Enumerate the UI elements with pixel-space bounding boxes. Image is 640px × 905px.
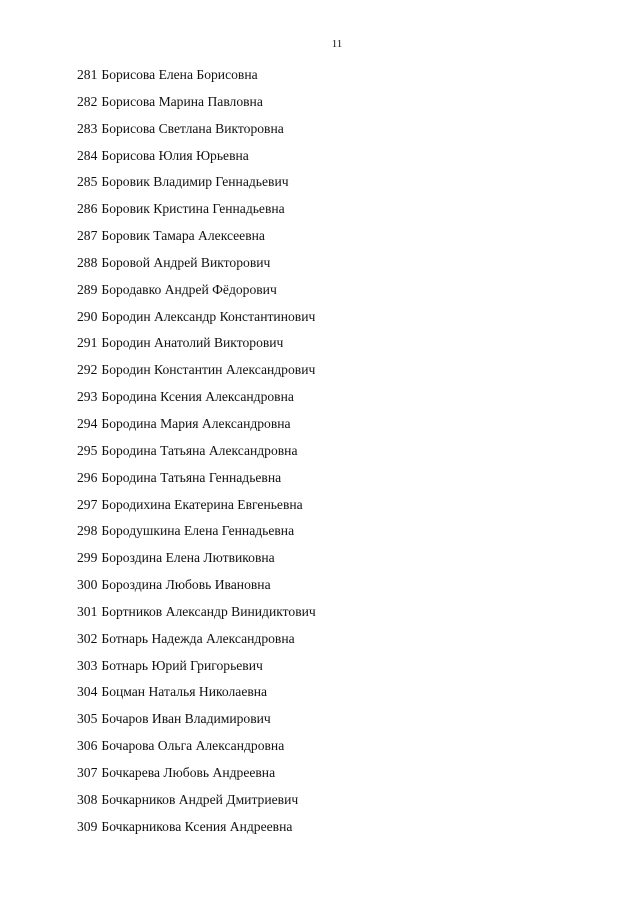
entry-name: Боровик Кристина Геннадьевна	[101, 201, 285, 217]
list-item	[77, 200, 316, 227]
list-item	[77, 415, 316, 442]
entry-number: 300	[77, 577, 98, 593]
entry-name: Бородавко Андрей Фёдорович	[101, 281, 277, 297]
entry-number: 285	[77, 174, 98, 190]
list-item	[77, 388, 316, 415]
entry-number: 301	[77, 603, 98, 619]
entry-number: 302	[77, 630, 98, 646]
entry-name: Бородин Анатолий Викторович	[101, 335, 284, 351]
entry-number: 304	[77, 684, 98, 700]
entry-name: Бородина Татьяна Геннадьевна	[101, 469, 282, 485]
list-item	[77, 227, 316, 254]
list-item	[77, 522, 316, 549]
list-item	[77, 442, 316, 469]
list-item	[77, 173, 316, 200]
entry-number: 290	[77, 308, 98, 324]
entry-name: Бородина Мария Александровна	[101, 415, 291, 431]
page-number: 11	[331, 38, 343, 50]
list-item	[77, 254, 316, 281]
entry-number: 309	[77, 818, 98, 834]
entry-number: 303	[77, 657, 98, 673]
list-item	[77, 630, 316, 657]
entry-number: 298	[77, 523, 98, 539]
entry-name: Борисова Юлия Юрьевна	[101, 147, 249, 163]
entry-name: Бочкарников Андрей Дмитриевич	[101, 791, 299, 807]
list-item	[77, 469, 316, 496]
entry-number: 289	[77, 281, 98, 297]
list-item	[77, 791, 316, 818]
list-item	[77, 657, 316, 684]
entry-name: Ботнарь Надежда Александровна	[101, 630, 295, 646]
entry-number: 292	[77, 362, 98, 378]
list-item	[77, 308, 316, 335]
list-item	[77, 147, 316, 174]
entry-number: 294	[77, 415, 98, 431]
entry-number: 306	[77, 738, 98, 754]
entry-name: Боровой Андрей Викторович	[101, 254, 271, 270]
list-item	[77, 281, 316, 308]
entry-name: Боровик Владимир Геннадьевич	[101, 174, 289, 190]
entry-name: Бороздина Елена Лютвиковна	[101, 550, 275, 566]
list-item	[77, 549, 316, 576]
name-list	[77, 66, 316, 844]
list-item	[77, 576, 316, 603]
entry-number: 307	[77, 764, 98, 780]
entry-number: 291	[77, 335, 98, 351]
entry-number: 286	[77, 201, 98, 217]
list-item	[77, 93, 316, 120]
list-item	[77, 737, 316, 764]
list-item	[77, 361, 316, 388]
entry-number: 282	[77, 93, 98, 109]
entry-number: 287	[77, 228, 98, 244]
entry-number: 308	[77, 791, 98, 807]
entry-number: 288	[77, 254, 98, 270]
list-item	[77, 120, 316, 147]
entry-name: Борисова Светлана Викторовна	[101, 120, 284, 136]
entry-number: 305	[77, 711, 98, 727]
list-item	[77, 334, 316, 361]
entry-name: Бортников Александр Винидиктович	[101, 603, 316, 619]
entry-name: Борисова Елена Борисовна	[101, 67, 258, 82]
entry-name: Бочаров Иван Владимирович	[101, 711, 271, 727]
entry-name: Бородин Константин Александрович	[101, 362, 316, 378]
entry-name: Боцман Наталья Николаевна	[101, 684, 268, 700]
list-item	[77, 710, 316, 737]
entry-name: Боровик Тамара Алексеевна	[101, 228, 265, 244]
entry-name: Бочарова Ольга Александровна	[101, 738, 285, 754]
entry-number: 297	[77, 496, 98, 512]
list-item	[77, 764, 316, 791]
entry-number: 299	[77, 550, 98, 566]
entry-number: 295	[77, 442, 98, 458]
entry-number: 296	[77, 469, 98, 485]
entry-number: 284	[77, 147, 98, 163]
list-item	[77, 66, 316, 93]
entry-name: Бородихина Екатерина Евгеньевна	[101, 496, 303, 512]
entry-name: Борисова Марина Павловна	[101, 93, 263, 109]
entry-number: 293	[77, 389, 98, 405]
entry-number: 283	[77, 120, 98, 136]
entry-name: Ботнарь Юрий Григорьевич	[101, 657, 263, 673]
entry-name: Бочкарева Любовь Андреевна	[101, 764, 276, 780]
entry-name: Бородина Ксения Александровна	[101, 389, 294, 405]
entry-number: 281	[77, 67, 98, 82]
entry-name: Бородина Татьяна Александровна	[101, 442, 298, 458]
entry-name: Бороздина Любовь Ивановна	[101, 577, 271, 593]
entry-name: Бородин Александр Константинович	[101, 308, 316, 324]
list-item	[77, 818, 316, 845]
list-item	[77, 496, 316, 523]
entry-name: Бородушкина Елена Геннадьевна	[101, 523, 295, 539]
entry-name: Бочкарникова Ксения Андреевна	[101, 818, 293, 834]
list-item	[77, 683, 316, 710]
list-item	[77, 603, 316, 630]
